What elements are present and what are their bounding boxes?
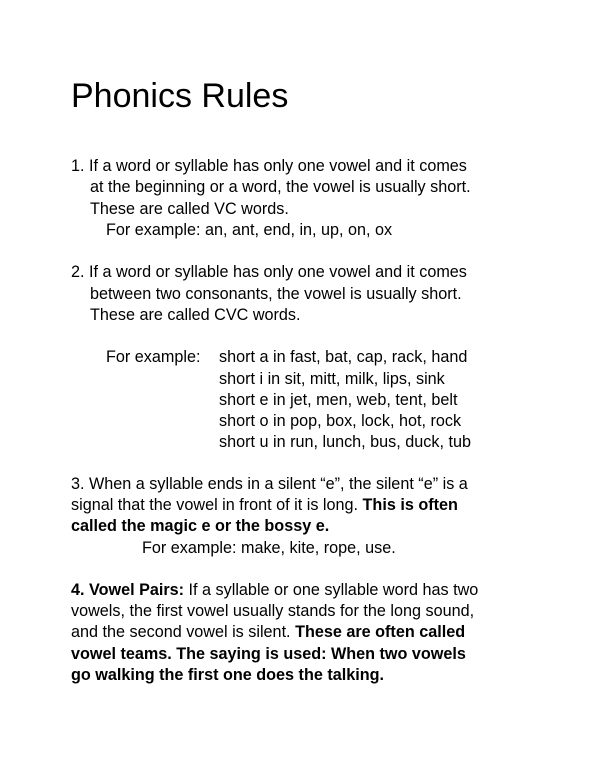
rule-4-line-5 bbox=[71, 665, 384, 686]
rule-1-line-1: 1. If a word or syllable has only one vowel and it comes bbox=[71, 157, 467, 175]
rule-4-line-4 bbox=[71, 644, 466, 665]
rule-4-heading: 4. Vowel Pairs: bbox=[71, 581, 185, 599]
rule-4-line-3-text: and the second vowel is silent. bbox=[71, 623, 296, 641]
rule-3-magic-e: called the magic e or the bossy e. bbox=[71, 517, 330, 535]
rule-2-example-label: For example: bbox=[106, 348, 201, 366]
rule-4-vowel-teams: vowel teams. The saying is used: When two vowels bbox=[71, 645, 466, 663]
rule-4-saying: go walking the first one does the talking. bbox=[71, 666, 384, 684]
rule-2-example-short-o: short o in pop, box, lock, hot, rock bbox=[219, 412, 462, 430]
rule-3-line-2-text: signal that the vowel in front of it is long. bbox=[71, 496, 363, 514]
rule-1-line-2: at the beginning or a word, the vowel is usually short. bbox=[90, 178, 471, 196]
rule-1-example: For example: an, ant, end, in, up, on, ox bbox=[106, 221, 393, 239]
rule-3-emphasis: This is often bbox=[362, 496, 458, 514]
rule-2-example-short-u: short u in run, lunch, bus, duck, tub bbox=[219, 433, 471, 451]
rule-2-example-short-i: short i in sit, mitt, milk, lips, sink bbox=[219, 370, 445, 388]
rule-3-line-3 bbox=[71, 516, 329, 537]
rule-3-line-1: 3. When a syllable ends in a silent “e”, the silent “e” is a bbox=[71, 475, 468, 493]
rule-3-example: For example: make, kite, rope, use. bbox=[142, 539, 396, 557]
page-title: Phonics Rules bbox=[71, 77, 289, 115]
rule-3-line-2 bbox=[71, 495, 458, 516]
rule-2-line-3: These are called CVC words. bbox=[90, 306, 301, 324]
rule-4-line-2: vowels, the first vowel usually stands for the long sound, bbox=[71, 602, 475, 620]
rule-2-line-1: 2. If a word or syllable has only one vowel and it comes bbox=[71, 263, 467, 281]
rule-4-line-1 bbox=[71, 580, 478, 601]
rule-2-example-short-a: short a in fast, bat, cap, rack, hand bbox=[219, 348, 468, 366]
rule-4-line-1-text: If a syllable or one syllable word has two bbox=[184, 581, 479, 599]
rule-1-line-3: These are called VC words. bbox=[90, 200, 289, 218]
rule-2-line-2: between two consonants, the vowel is usually short. bbox=[90, 285, 462, 303]
rule-2-example-short-e: short e in jet, men, web, tent, belt bbox=[219, 391, 458, 409]
rule-4-emphasis: These are often called bbox=[295, 623, 466, 641]
rule-4-line-3 bbox=[71, 622, 465, 643]
